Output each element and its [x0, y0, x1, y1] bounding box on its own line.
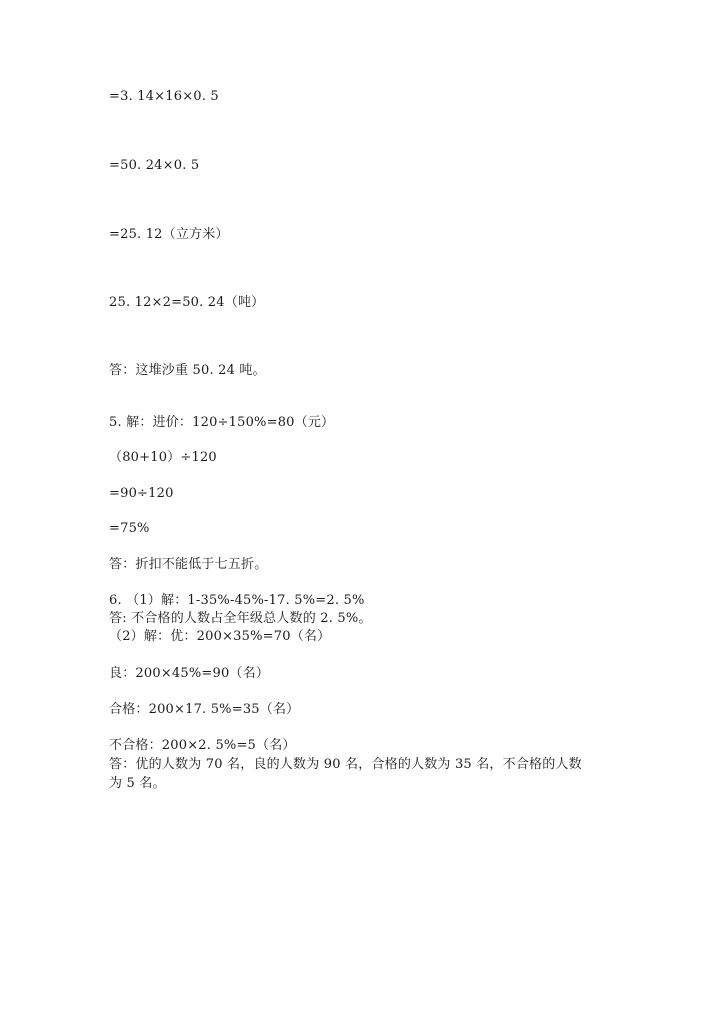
calc-line-4: 25. 12×2=50. 24（吨）	[109, 295, 265, 310]
question-6-part-2: （2）解：优：200×35%=70（名）	[109, 629, 331, 644]
answer-line-6-2a: 答：优的人数为 70 名，良的人数为 90 名，合格的人数为 35 名，不合格的人数	[109, 757, 582, 772]
calc-line-6b: 合格：200×17. 5%=35（名）	[109, 702, 300, 717]
calc-line-5c: =75%	[109, 521, 150, 536]
calc-line-5b: =90÷120	[109, 486, 174, 501]
question-6-part-1: 6. （1）解：1-35%-45%-17. 5%=2. 5%	[109, 593, 365, 608]
answer-line-6-1: 答: 不合格的人数占全年级总人数的 2. 5%。	[109, 611, 372, 626]
question-5-header: 5. 解：进价：120÷150%=80（元）	[109, 415, 335, 430]
calc-line-3: =25. 12（立方米）	[109, 227, 229, 242]
answer-line-6-2b: 为 5 名。	[109, 776, 166, 791]
calc-line-1: =3. 14×16×0. 5	[109, 89, 219, 104]
calc-line-6c: 不合格：200×2. 5%=5（名）	[109, 738, 296, 753]
calc-line-5a: （80+10）÷120	[109, 450, 217, 465]
calc-line-2: =50. 24×0. 5	[109, 158, 200, 173]
answer-line-5: 答：折扣不能低于七五折。	[109, 557, 268, 572]
calc-line-6a: 良：200×45%=90（名）	[109, 666, 270, 681]
answer-line-4: 答：这堆沙重 50. 24 吨。	[109, 363, 266, 378]
